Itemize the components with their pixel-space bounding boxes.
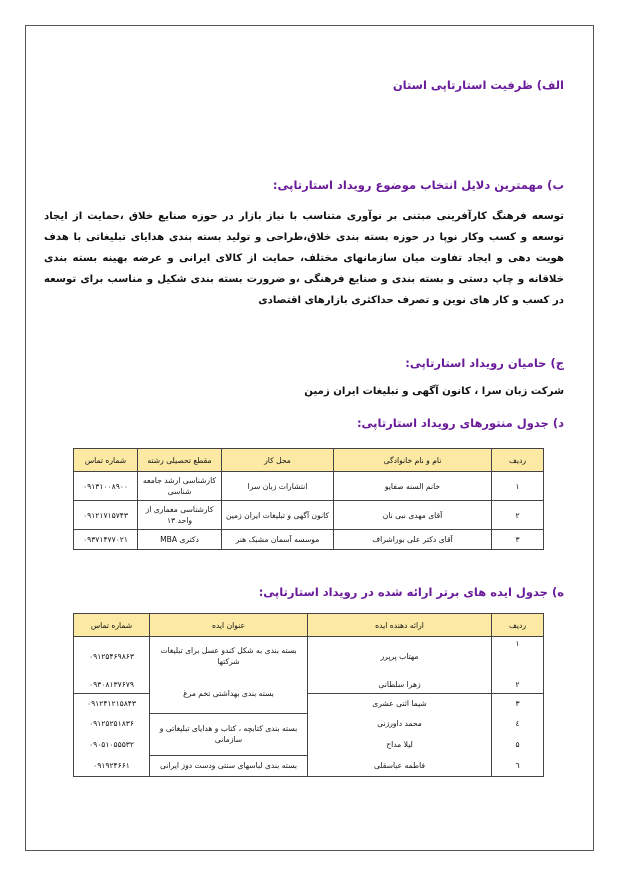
cell-name: آقای مهدی نبی نان [334,501,492,530]
cell-phone: ۰۹۱۹۲۴۶۶۱ [74,755,150,777]
section-c-title: ج) حامیان رویداد استارتاپی: [405,356,564,370]
cell-workplace: موسسه آسمان مشبک هنر [222,530,334,550]
table-row [74,472,544,501]
cell-row-number: ۵ [492,734,544,755]
cell-idea-title: بسته بندی به شکل کندو عسل برای تبلیغات شرکتها [150,637,308,676]
table-row [74,713,544,734]
section-e-title: ه) جدول ایده های برتر ارائه شده در رویداد استارتاپی: [258,585,564,599]
cell-degree: کارشناسی ارشد جامعه شناسی [138,472,222,501]
cell-presenter: مهتاب پرپرر [308,637,492,676]
cell-presenter: محمد داورزنی [308,713,492,734]
table-row [74,755,544,777]
cell-name: خانم السنه صفایو [334,472,492,501]
table-row [74,734,544,755]
cell-row-number: ۳ [492,694,544,714]
col-header-phone: شماره تماس [74,449,138,472]
col-header-presenter: ارائه دهنده ایده [308,614,492,637]
cell-workplace: انتشارات زبان سرا [222,472,334,501]
table-header-row [74,449,544,472]
col-header-row-number: ردیف [492,614,544,637]
cell-phone: ۰۹۱۳۱۰۰۸۹۰۰ [74,472,138,501]
col-header-workplace: محل کار [222,449,334,472]
cell-idea-title: بسته بندی کتابچه ، کتاب و هدایای تبلیغاتی و سازمانی [150,713,308,755]
table-row [74,675,544,694]
cell-phone: ۰۹۱۲۴۱۲۱۵۸۴۳ [74,694,150,714]
cell-phone: ۰۹۳۰۸۱۳۷۶۷۹ [74,675,150,694]
cell-idea-title: بسته بندی لباسهای سنتی ودست دوز ایرانی [150,755,308,777]
col-header-idea-title: عنوان ایده [150,614,308,637]
col-header-row-number: ردیف [492,449,544,472]
cell-phone: ۰۹۱۲۱۷۱۵۷۴۳ [74,501,138,530]
cell-name: آقای دکتر علی بوراشراف [334,530,492,550]
cell-row-number: ۲ [492,675,544,694]
cell-phone: ۰۹۱۲۵۴۶۹۸۶۳ [74,637,150,676]
table-row [74,501,544,530]
cell-presenter: شیما اثنی عشری [308,694,492,714]
col-header-degree: مقطع تحصیلی رشته [138,449,222,472]
section-a-title: الف) ظرفیت استارتاپی استان [392,78,564,92]
cell-row-number: ۱ [492,637,544,676]
ideas-table [73,613,544,777]
table-header-row [74,614,544,637]
cell-presenter: فاطمه عباسقلی [308,755,492,777]
cell-presenter: زهرا سلطانی [308,675,492,694]
document-page [25,25,594,851]
col-header-phone: شماره تماس [74,614,150,637]
cell-phone: ۰۹۳۷۱۴۷۷۰۲۱ [74,530,138,550]
table-row [74,530,544,550]
cell-row-number: ۲ [492,501,544,530]
cell-phone: ۰۹۱۲۵۲۵۱۸۳۶ [74,713,150,734]
cell-degree: کارشناسی معماری از واحد ۱۳ [138,501,222,530]
cell-row-number: ٤ [492,713,544,734]
section-c-sponsors: شرکت زبان سرا ، کانون آگهی و تبلیغات ایران زمین [304,386,564,397]
mentors-table [73,448,544,550]
cell-workplace: کانون آگهی و تبلیغات ایران زمین [222,501,334,530]
cell-row-number: ۱ [492,472,544,501]
table-row [74,694,544,714]
cell-row-number: ۳ [492,530,544,550]
cell-presenter: لیلا مداح [308,734,492,755]
section-b-title: ب) مهمترین دلایل انتخاب موضوع رویداد استارتاپی: [272,178,564,192]
section-b-paragraph: توسعه فرهنگ کارآفرینی مبتنی بر نوآوری متناسب با نیاز بازار در حوزه صنایع خلاق ،حمایت از ایجاد توسعه و کسب وکار نوپا در حوزه بسته بندی خلاق،طراحی و تولید بسته بندی هدایای تبلیغاتی با هدف هویت دهی و ایجاد تفاوت میان سازمانهای مختلف، حمایت از کالای ایرانی و عرضه بهینه بسته بندی خلاقانه و چاپ دستی و بسته بندی و صنایع فرهنگی ،و ضرورت بسته بندی شکیل و مناسب برای توسعه در کسب و کار های نوین و تصرف حداکثری بازارهای اقتصادی [44,211,564,306]
cell-degree: دکتری MBA [138,530,222,550]
col-header-name: نام و نام خانوادگی [334,449,492,472]
table-row [74,637,544,676]
cell-phone: ۰۹۰۵۱۰۵۵۵۳۲ [74,734,150,755]
section-d-title: د) جدول منتورهای رویداد استارتاپی: [356,416,564,430]
cell-row-number: ٦ [492,755,544,777]
cell-idea-title: بسته بندی بهداشتی تخم مرغ [150,675,308,713]
